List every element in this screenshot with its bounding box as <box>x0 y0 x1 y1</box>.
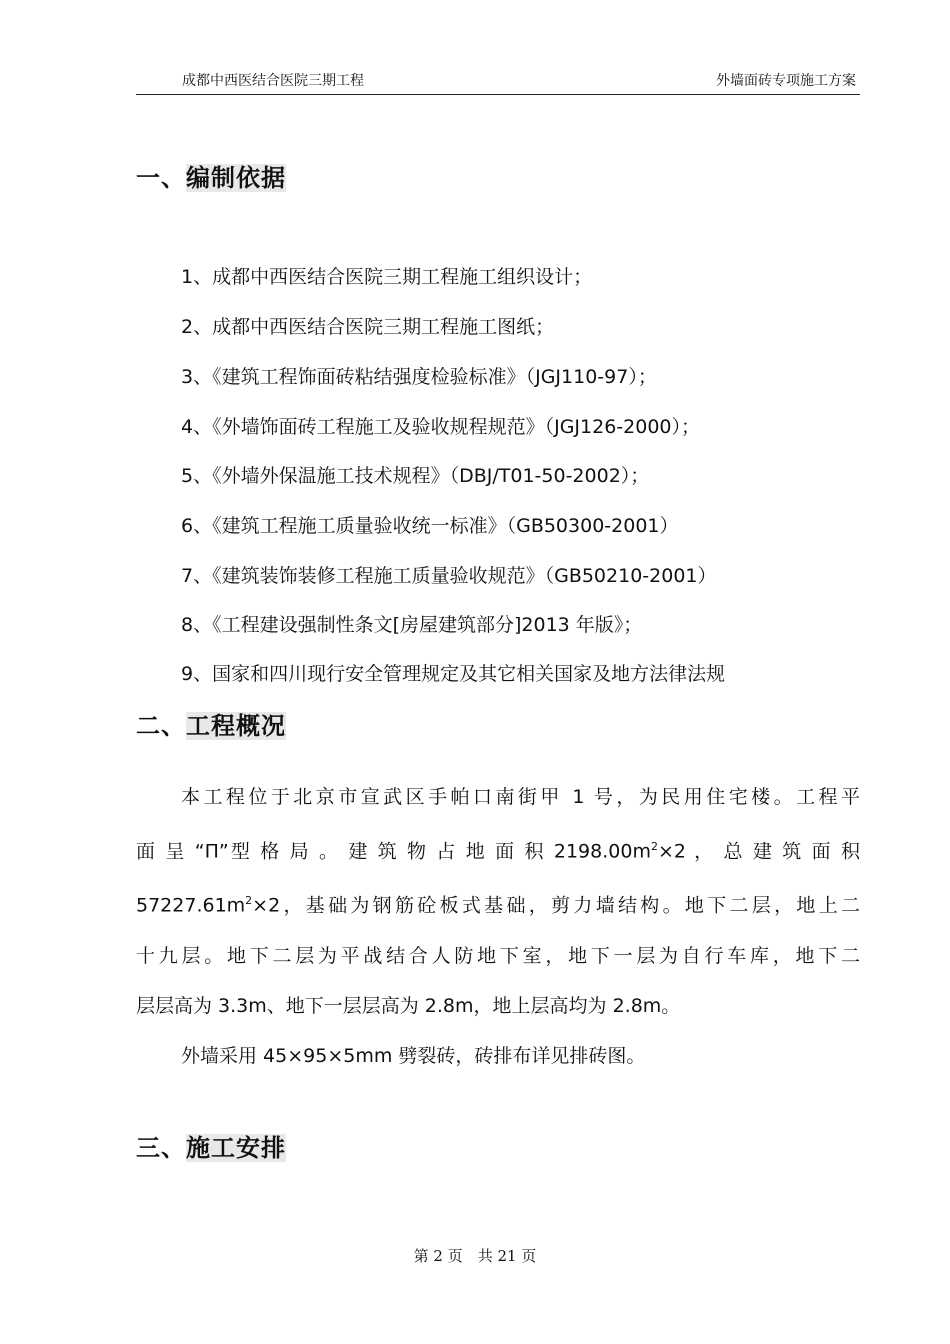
basis-item-3: 3、《建筑工程饰面砖粘结强度检验标准》（JGJ110-97）； <box>181 366 657 388</box>
basis-item-1: 1、成都中西医结合医院三期工程施工组织设计； <box>181 266 593 288</box>
section-heading-overview <box>136 706 286 741</box>
header-document-title: 外墙面砖专项施工方案 <box>716 73 856 89</box>
overview-paragraph <box>136 772 860 1081</box>
page-footer: 第 2 页 共 21 页 <box>413 1247 537 1265</box>
basis-item-7: 7、《建筑装饰装修工程施工质量验收规范》（GB50210-2001） <box>181 565 717 587</box>
section-heading-basis <box>136 158 286 193</box>
header-project-name: 成都中西医结合医院三期工程 <box>182 73 364 89</box>
section-number: 一、 <box>136 164 186 192</box>
section-number: 二、 <box>136 712 186 740</box>
overview-line-1: 本工程位于北京市宣武区手帕口南街甲 1 号，为民用住宅楼。工程平 <box>181 786 860 808</box>
basis-item-2: 2、成都中西医结合医院三期工程施工图纸； <box>181 316 555 338</box>
section-title: 编制依据 <box>186 164 286 192</box>
section-title: 施工安排 <box>186 1134 286 1162</box>
basis-item-6: 6、《建筑工程施工质量验收统一标准》（GB50300-2001） <box>181 515 679 537</box>
section-heading-arrangement <box>136 1128 286 1163</box>
overview-line-6: 外墙采用 45×95×5mm 劈裂砖，砖排布详见排砖图。 <box>181 1044 646 1067</box>
overview-line-3: $57227.61m^2\times 2$，基础为钢筋砼板式基础，剪力墙结构。地下二层，地上二 <box>136 894 860 917</box>
basis-item-9: 9、国家和四川现行安全管理规定及其它相关国家及地方法律法规 <box>181 663 726 685</box>
overview-line-4: 十九层。地下二层为平战结合人防地下室，地下一层为自行车库，地下二 <box>136 944 860 967</box>
basis-item-8: 8、《工程建设强制性条文[房屋建筑部分]2013 年版》； <box>181 614 643 636</box>
basis-item-5: 5、《外墙外保温施工技术规程》（DBJ/T01-50-2002）； <box>181 465 650 487</box>
section-title: 工程概况 <box>186 712 286 740</box>
page-header <box>136 62 860 95</box>
overview-line-2: 面 呈 “Π”型 格 局 。 建 筑 物 占 地 面 积 $2198.00m^2\times 2$ ， 总 建 筑 面 积 <box>136 840 860 863</box>
basis-item-4: 4、《外墙饰面砖工程施工及验收规程规范》（JGJ126-2000）； <box>181 416 700 438</box>
overview-line-5: 层层高为 3.3m、地下一层层高为 2.8m，地上层高均为 2.8m。 <box>136 994 681 1017</box>
section-number: 三、 <box>136 1134 186 1162</box>
